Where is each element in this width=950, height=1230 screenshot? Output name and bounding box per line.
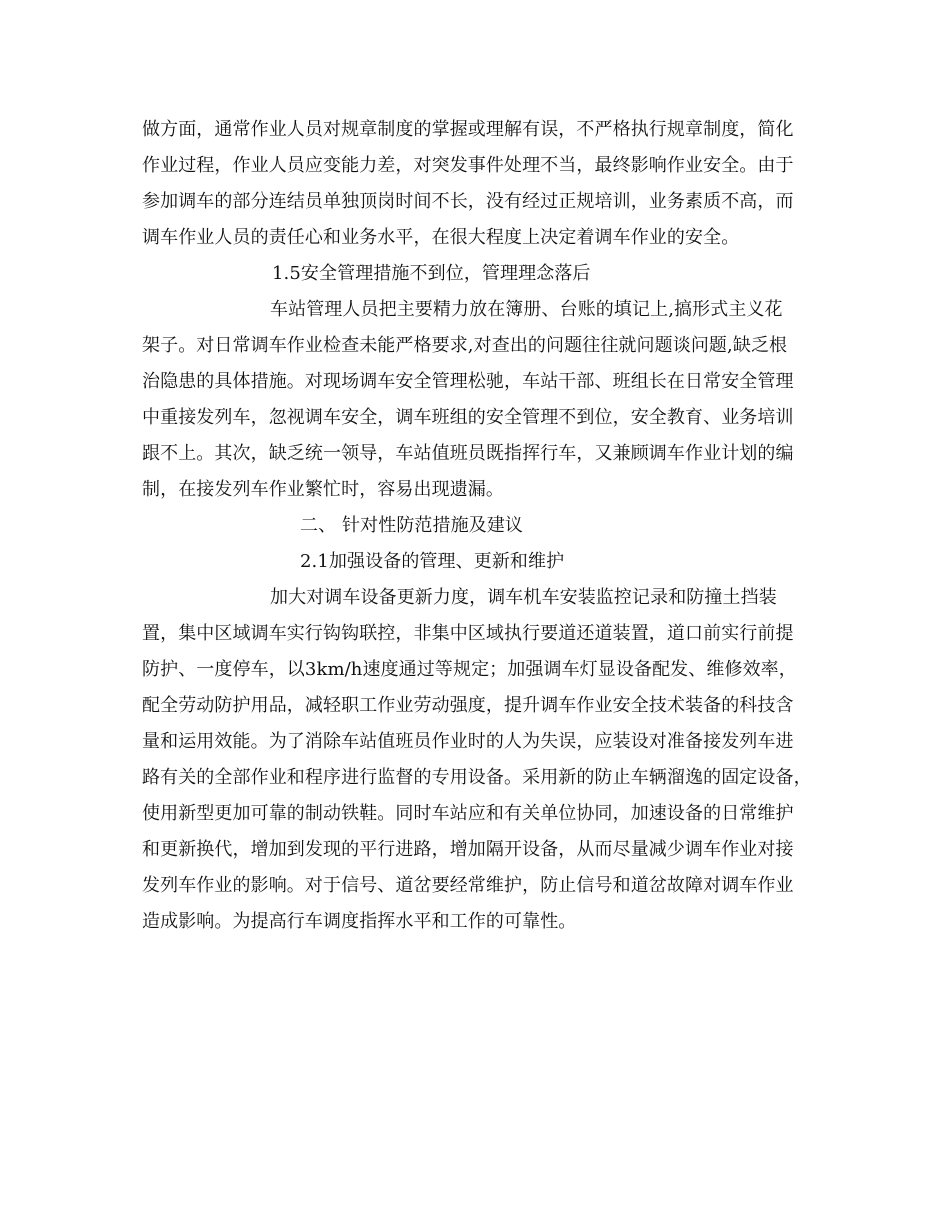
paragraph-line: 架子。对日常调车作业检查未能严格要求,对查出的问题往往就问题谈问题,缺乏根 (142, 335, 788, 356)
paragraph-line: 制，在接发列车作业繁忙时，容易出现遗漏。 (142, 479, 504, 500)
paragraph-line: 治隐患的具体措施。对现场调车安全管理松驰，车站干部、班组长在日常安全管理 (142, 371, 794, 392)
paragraph-line: 防护、一度停车，以3km/h速度通过等规定；加强调车灯显设备配发、维修效率， (142, 659, 797, 680)
paragraph-line: 做方面，通常作业人员对规章制度的掌握或理解有误，不严格执行规章制度，简化 (142, 119, 794, 140)
paragraph-line: 跟不上。其次，缺乏统一领导，车站值班员既指挥行车，又兼顾调车作业计划的编 (142, 443, 794, 464)
paragraph-line: 发列车作业的影响。对于信号、道岔要经常维护，防止信号和道岔故障对调车作业 (142, 875, 794, 896)
paragraph-line: 置，集中区域调车实行钩钩联控，非集中区域执行要道还道装置，道口前实行前提 (142, 623, 794, 644)
chapter-heading: 二、 针对性防范措施及建议 (300, 515, 524, 536)
paragraph-line: 路有关的全部作业和程序进行监督的专用设备。采用新的防止车辆溜逸的固定设备， (142, 767, 812, 788)
paragraph-line: 调车作业人员的责任心和业务水平，在很大程度上决定着调车作业的安全。 (142, 227, 740, 248)
section-heading: 2.1加强设备的管理、更新和维护 (300, 551, 565, 572)
paragraph-line: 作业过程，作业人员应变能力差，对突发事件处理不当，最终影响作业安全。由于 (142, 155, 794, 176)
paragraph-line: 加大对调车设备更新力度，调车机车安装监控记录和防撞土挡装 (270, 587, 777, 608)
paragraph-line: 车站管理人员把主要精力放在簿册、台账的填记上,搞形式主义花 (270, 299, 783, 320)
paragraph-line: 造成影响。为提高行车调度指挥水平和工作的可靠性。 (142, 911, 577, 932)
paragraph-line: 量和运用效能。为了消除车站值班员作业时的人为失误，应装设对准备接发列车进 (142, 731, 794, 752)
paragraph-line: 中重接发列车，忽视调车安全，调车班组的安全管理不到位，安全教育、业务培训 (142, 407, 794, 428)
section-heading: 1.5安全管理措施不到位，管理理念落后 (272, 263, 591, 284)
paragraph-line: 参加调车的部分连结员单独顶岗时间不长，没有经过正规培训，业务素质不高，而 (142, 191, 794, 212)
paragraph-line: 配全劳动防护用品，减轻职工作业劳动强度，提升调车作业安全技术装备的科技含 (142, 695, 794, 716)
paragraph-line: 和更新换代，增加到发现的平行进路，增加隔开设备，从而尽量减少调车作业对接 (142, 839, 794, 860)
paragraph-line: 使用新型更加可靠的制动铁鞋。同时车站应和有关单位协同，加速设备的日常维护 (142, 803, 794, 824)
